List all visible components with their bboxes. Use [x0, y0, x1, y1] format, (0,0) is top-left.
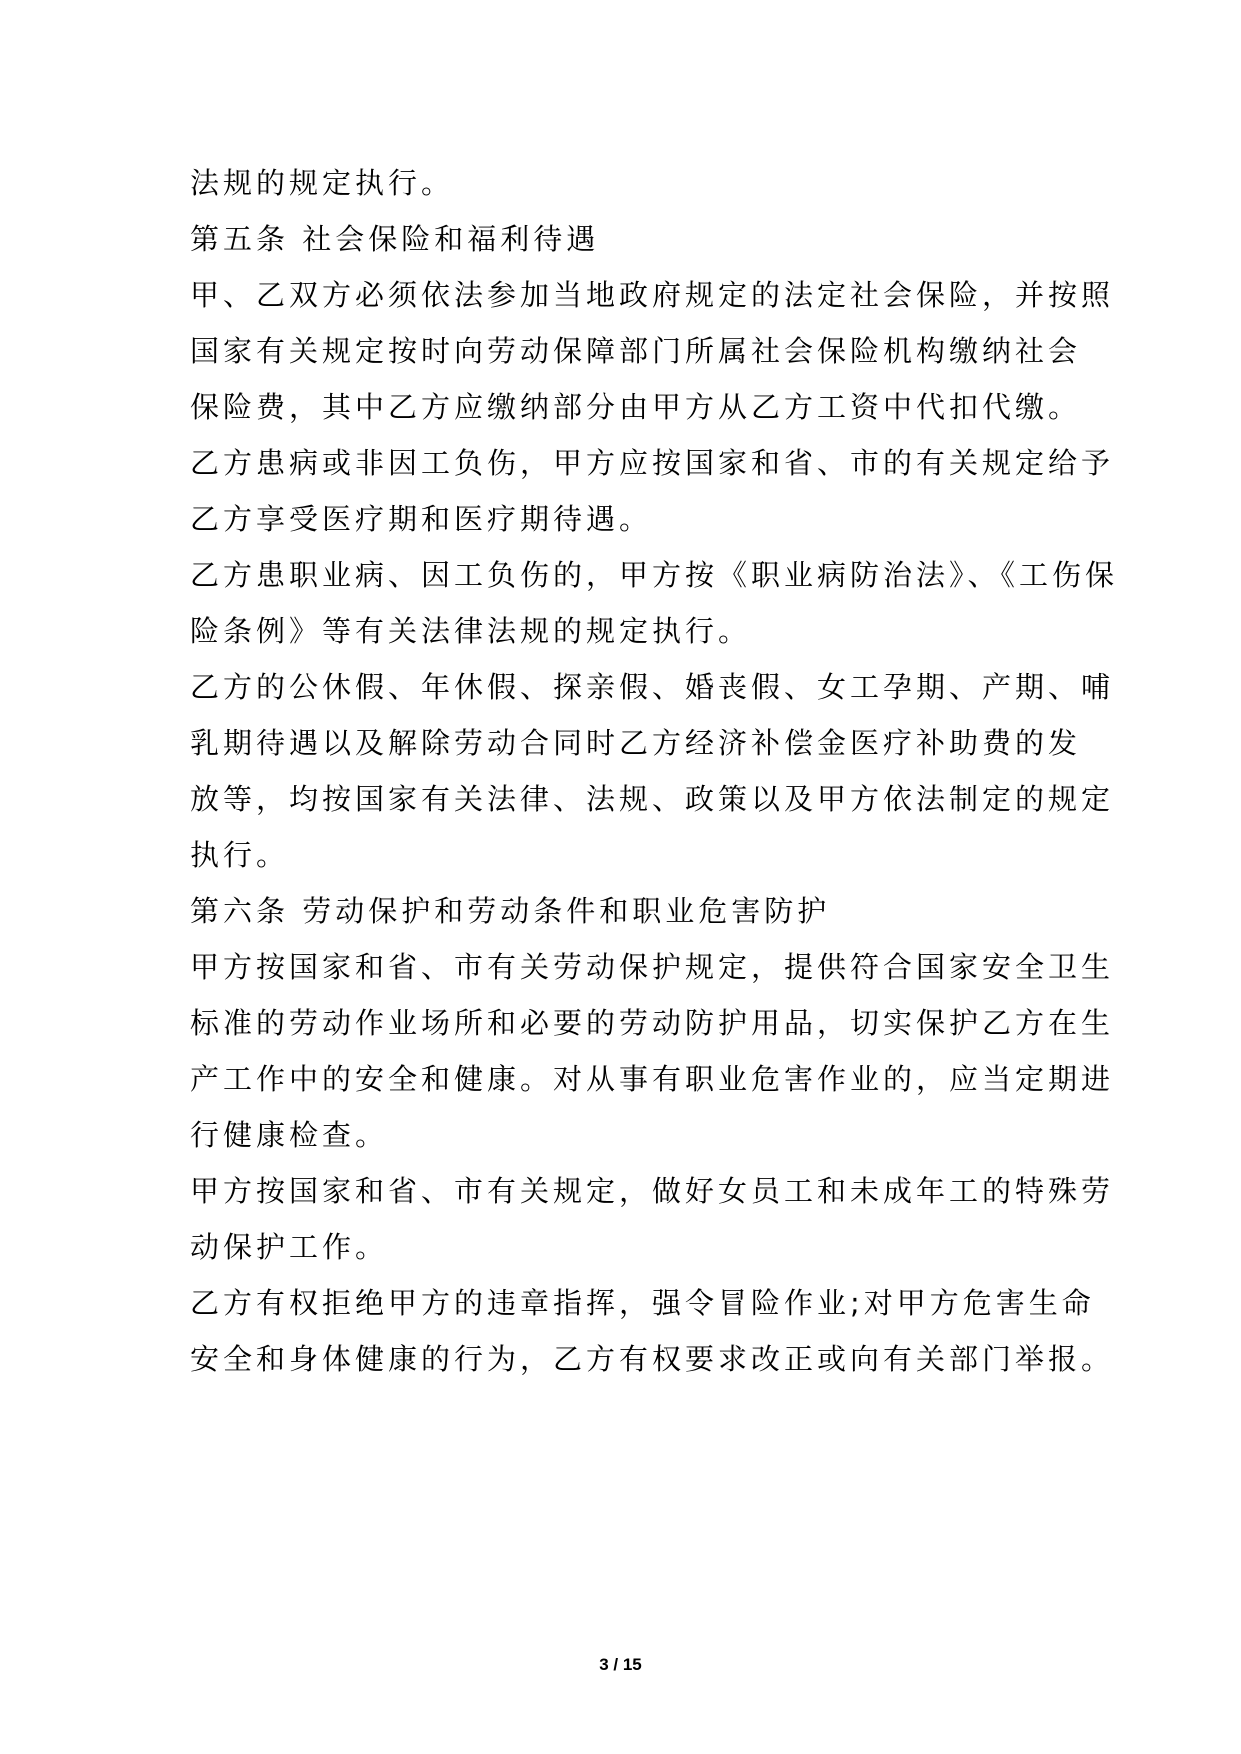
- text-line: 乙方享受医疗期和医疗期待遇。: [190, 502, 653, 536]
- text-line: 执行。: [190, 838, 290, 872]
- page-number: 3 / 15: [599, 1655, 642, 1674]
- text-line: 甲方按国家和省、市有关规定，做好女员工和未成年工的特殊劳: [190, 1174, 1115, 1208]
- text-line: 保险费，其中乙方应缴纳部分由甲方从乙方工资中代扣代缴。: [190, 390, 1082, 424]
- text-line: 标准的劳动作业场所和必要的劳动防护用品，切实保护乙方在生: [190, 1006, 1115, 1040]
- text-line: 国家有关规定按时向劳动保障部门所属社会保险机构缴纳社会: [190, 334, 1082, 368]
- text-line: 甲、乙双方必须依法参加当地政府规定的法定社会保险，并按照: [190, 278, 1115, 312]
- text-line: 乙方的公休假、年休假、探亲假、婚丧假、女工孕期、产期、哺: [190, 670, 1115, 704]
- text-line: 乙方患职业病、因工负伤的，甲方按《职业病防治法》、《工伤保: [190, 558, 1119, 592]
- text-line: 行健康检查。: [190, 1118, 389, 1152]
- text-line: 乳期待遇以及解除劳动合同时乙方经济补偿金医疗补助费的发: [190, 726, 1082, 760]
- text-line: 放等，均按国家有关法律、法规、政策以及甲方依法制定的规定: [190, 782, 1115, 816]
- text-line: 安全和身体健康的行为，乙方有权要求改正或向有关部门举报。: [190, 1342, 1115, 1376]
- text-line: 动保护工作。: [190, 1230, 389, 1264]
- text-line: 乙方患病或非因工负伤，甲方应按国家和省、市的有关规定给予: [190, 446, 1115, 480]
- text-line: 险条例》等有关法律法规的规定执行。: [190, 614, 752, 648]
- document-body: [190, 155, 1119, 1387]
- text-line: 乙方有权拒绝甲方的违章指挥，强令冒险作业;对甲方危害生命: [190, 1286, 1095, 1320]
- section-heading: 第六条 劳动保护和劳动条件和职业危害防护: [190, 894, 831, 928]
- text-line: 甲方按国家和省、市有关劳动保护规定，提供符合国家安全卫生: [190, 950, 1115, 984]
- section-heading: 第五条 社会保险和福利待遇: [190, 222, 600, 256]
- text-line: 法规的规定执行。: [190, 166, 455, 200]
- text-line: 产工作中的安全和健康。对从事有职业危害作业的，应当定期进: [190, 1062, 1115, 1096]
